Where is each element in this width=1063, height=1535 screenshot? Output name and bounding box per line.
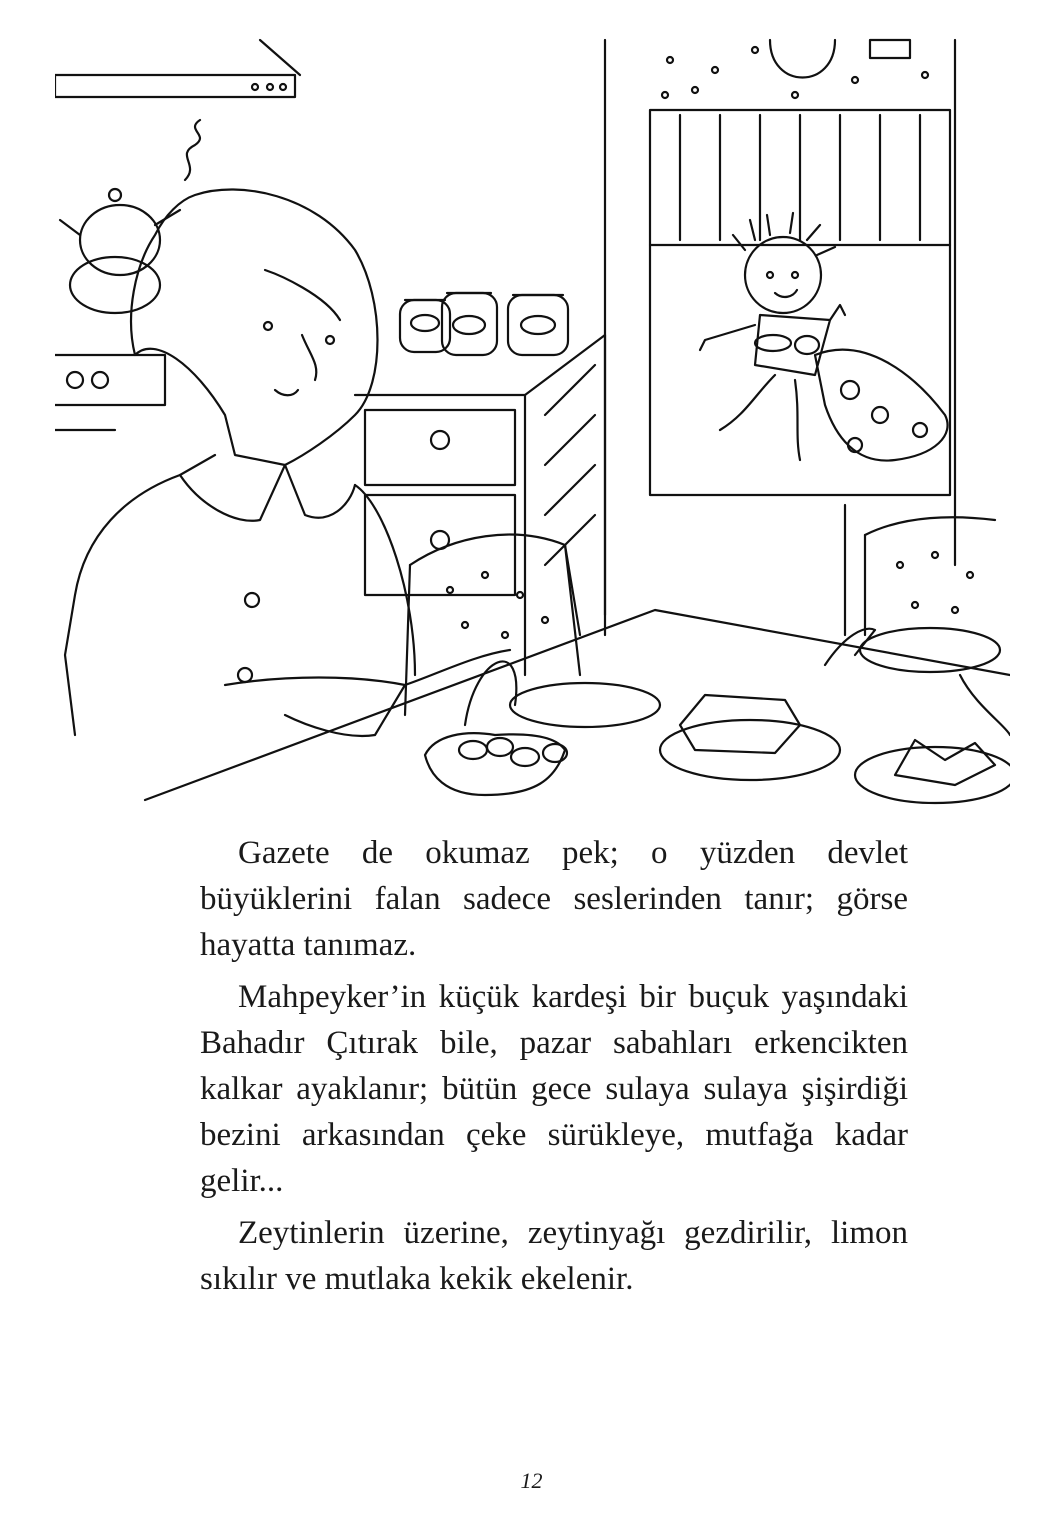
baby-drawing [700, 213, 948, 461]
woman-drawing [65, 190, 510, 736]
doorway-drawing [605, 40, 955, 635]
teapot-drawing [60, 120, 200, 313]
stove-drawing [55, 355, 165, 430]
paragraph-2: Mahpeyker’in küçük kardeşi bir buçuk yaşındaki Bahadır Çıtırak bile, pazar sabahları erkencikten kalkar ayaklanır; bütün gece sulaya sulaya şişirdiği bezini arkasından çeke sürükleye, mutfağa kadar gelir... [200, 979, 908, 1199]
cabinet-drawing [355, 335, 605, 675]
paragraph-3: Zeytinlerin üzerine, zeytinyağı gezdirilir, limon sıkılır ve mutlaka kekik ekelenir. [200, 1215, 908, 1297]
story-text [200, 830, 908, 1308]
jars-drawing [400, 293, 568, 355]
table-drawing [145, 610, 1010, 803]
kitchen-illustration [55, 35, 1010, 805]
paragraph-1: Gazete de okumaz pek; o yüzden devlet büyüklerini falan sadece seslerinden tanır; görse hayatta tanımaz. [200, 835, 908, 963]
chairs-drawing [405, 505, 995, 715]
wall-shelf [55, 40, 300, 97]
page-number: 12 [520, 1468, 543, 1493]
